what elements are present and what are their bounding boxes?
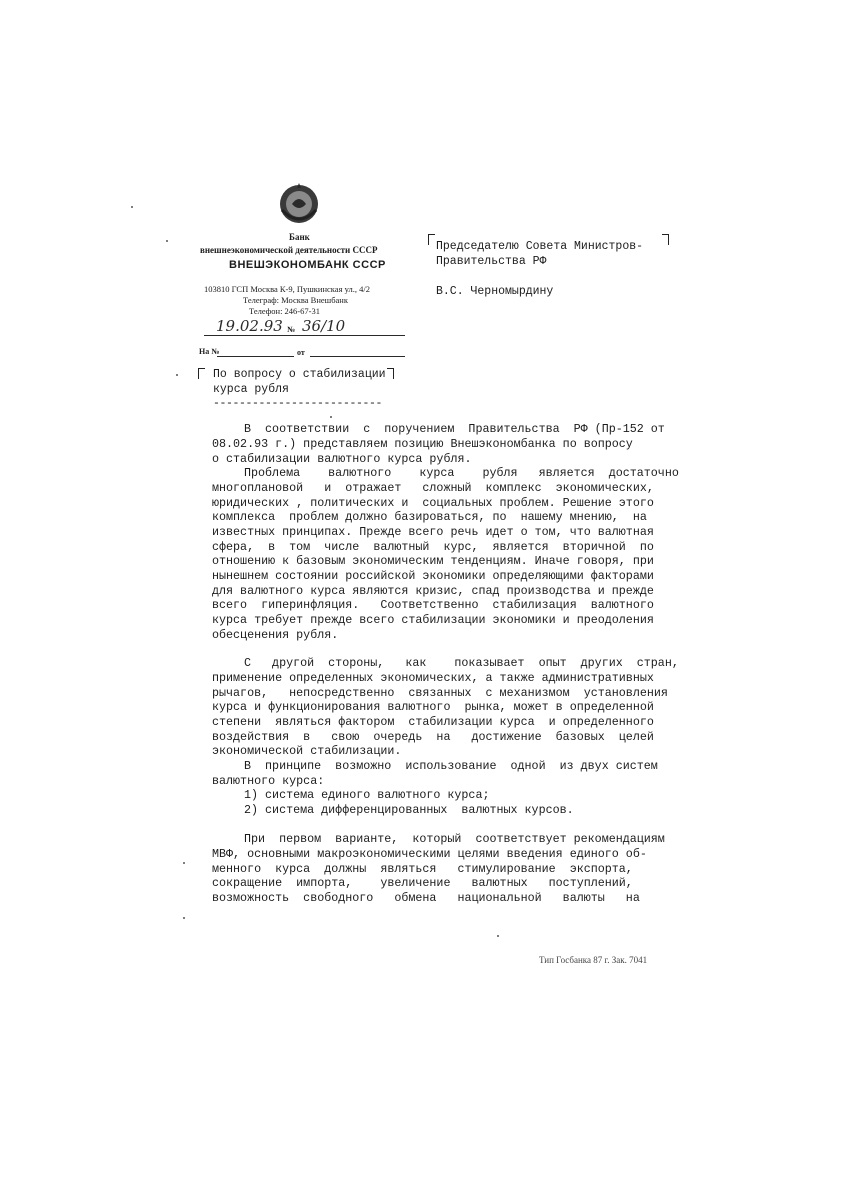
body-p3-line: степени являться фактором стабилизации курса и определенного: [212, 715, 654, 729]
body-p2-line: известных принципах. Прежде всего речь идет о том, что валютная: [212, 525, 654, 539]
body-p3-line: курса и функционирования валютного рынка, может в определенной: [212, 700, 654, 714]
print-footer: Тип Госбанка 87 г. Зак. 7041: [539, 955, 648, 965]
body-p5-line: возможность свободного обмена национальной валюты на: [212, 891, 640, 905]
body-p5-line: При первом варианте, который соответствует рекомендациям: [244, 832, 665, 846]
scan-speck: [166, 240, 168, 242]
recipient-corner-right: [662, 234, 669, 245]
body-p2-line: курса требует прежде всего стабилизации экономики и преодоления: [212, 613, 654, 627]
body-p2-line: всего гиперинфляция. Соответственно стабилизация валютного: [212, 598, 654, 612]
recipient-title-line1: Председателю Совета Министров-: [436, 240, 644, 253]
body-p2-line: нынешнем состоянии российской экономики определяющими факторами: [212, 569, 654, 583]
scan-speck: [183, 917, 185, 919]
reference-date-rule: [310, 356, 405, 357]
body-p1-line: 08.02.93 г.) представляем позицию Внешэкономбанка по вопросу: [212, 437, 633, 451]
bank-subtitle: внешнеэкономической деятельности СССР: [200, 245, 378, 255]
scan-speck: [131, 206, 133, 208]
body-p5-line: сокращение импорта, увеличение валютных поступлений,: [212, 876, 633, 890]
body-p2-line: юридических , политических и социальных проблем. Решение этого: [212, 496, 654, 510]
reference-number-rule: [217, 356, 294, 357]
recipient-title-line2: Правительства РФ: [436, 255, 547, 268]
subject-underline: --------------------------: [213, 397, 383, 410]
state-emblem-icon: [274, 180, 324, 230]
scan-speck: [497, 935, 499, 937]
recipient-corner-left: [428, 234, 435, 245]
body-p1-line: В соответствии с поручением Правительства РФ (Пр-152 от: [244, 422, 665, 436]
handwritten-date: 19.02.93: [216, 317, 283, 335]
scan-speck: [176, 374, 178, 376]
handwritten-number: 36/10: [302, 317, 346, 335]
body-p2-line: обесценения рубля.: [212, 628, 339, 642]
recipient-name: В.С. Черномырдину: [436, 285, 554, 298]
body-list-item: 2) система дифференцированных валютных курсов.: [244, 803, 574, 817]
bank-name: ВНЕШЭКОНОМБАНК СССР: [229, 259, 386, 271]
body-list-item: 1) система единого валютного курса;: [244, 788, 490, 802]
subject-line2: курса рубля: [213, 383, 289, 396]
body-p3-line: воздействия в свою очередь на достижение базовых целей: [212, 730, 654, 744]
subject-corner-left: [198, 368, 205, 379]
body-p5-line: МВФ, основными макроэкономическими целями введения единого об-: [212, 847, 647, 861]
scan-speck: [330, 416, 332, 418]
bank-telegraph: Телеграф: Москва Внешбанк: [243, 295, 348, 305]
body-p3-line: рычагов, непосредственно связанных с механизмом установления: [212, 686, 668, 700]
date-number-rule: [204, 335, 405, 336]
reference-from-label: от: [297, 348, 305, 357]
body-p3-line: применение определенных экономических, а также административных: [212, 671, 654, 685]
body-p4-line: валютного курса:: [212, 774, 325, 788]
number-label: №: [287, 325, 296, 334]
body-p1-line: о стабилизации валютного курса рубля.: [212, 452, 472, 466]
body-p3-line: экономической стабилизации.: [212, 744, 402, 758]
bank-address: 103810 ГСП Москва К-9, Пушкинская ул., 4/2: [204, 284, 370, 294]
body-p2-line: многоплановой и отражает сложный комплекс экономических,: [212, 481, 654, 495]
body-p2-line: сфера, в том числе валютный курс, является вторичной по: [212, 540, 654, 554]
bank-label: Банк: [289, 232, 310, 242]
bank-phone: Телефон: 246-67-31: [249, 306, 320, 316]
body-p5-line: менного курса должны являться стимулирование экспорта,: [212, 862, 633, 876]
body-p2-line: комплекса проблем должно базироваться, по нашему мнению, на: [212, 510, 647, 524]
scan-speck: [183, 862, 185, 864]
body-p2-line: отношению к базовым экономическим тенденциям. Иначе говоря, при: [212, 554, 654, 568]
body-p2-line: Проблема валютного курса рубля является достаточно: [244, 466, 679, 480]
body-p2-line: для валютного курса являются кризис, спад производства и прежде: [212, 584, 654, 598]
subject-line1: По вопросу о стабилизации: [213, 368, 386, 381]
body-p4-line: В принципе возможно использование одной из двух систем: [244, 759, 658, 773]
reference-label: На №: [199, 347, 220, 356]
body-p3-line: С другой стороны, как показывает опыт других стран,: [244, 656, 679, 670]
subject-corner-right: [387, 368, 394, 379]
